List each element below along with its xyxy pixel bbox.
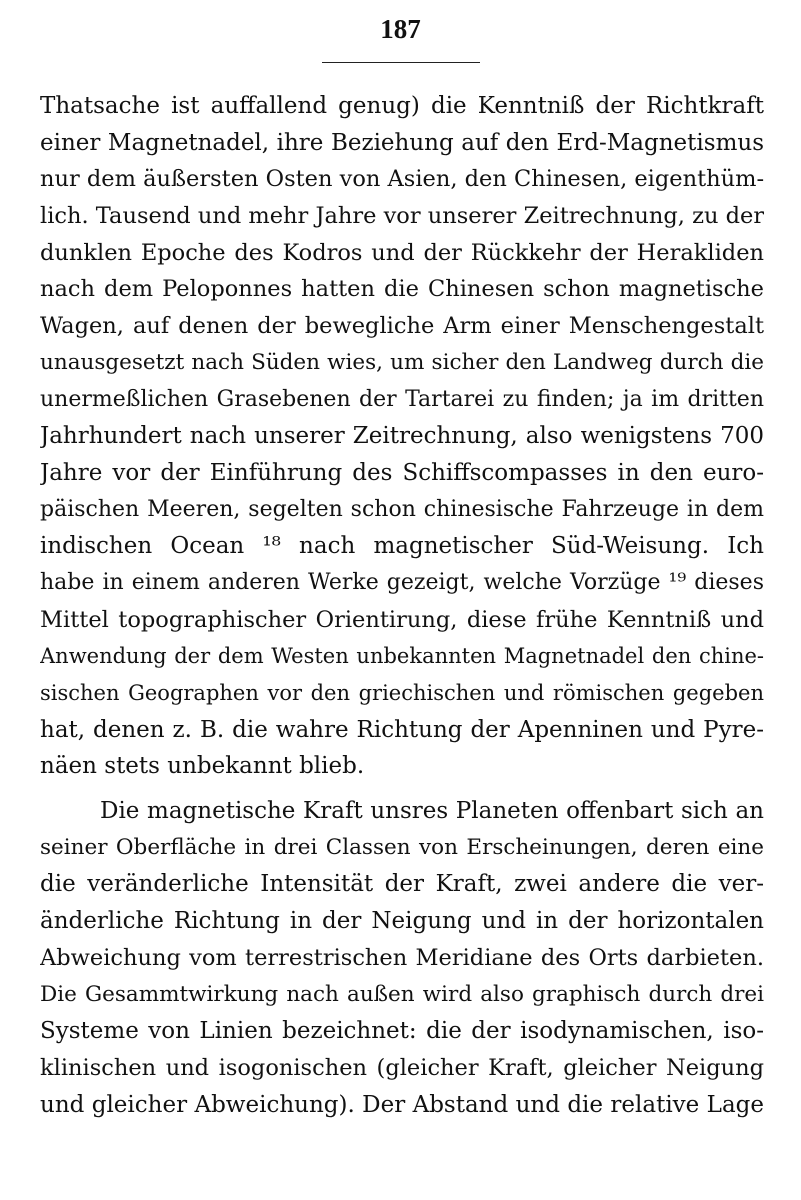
paragraph-2 xyxy=(40,793,764,1123)
paragraph-1 xyxy=(40,88,764,785)
text-line: Die magnetische Kraft unsres Planeten offenbart sich an xyxy=(100,798,764,825)
text-line: habe in einem anderen Werke gezeigt, welche Vorzüge ¹⁹ dieses xyxy=(40,569,764,595)
text-line: Abweichung vom terrestrischen Meridiane des Orts darbieten. xyxy=(40,944,764,971)
text-line: Die Gesammtwirkung nach außen wird also graphisch durch drei xyxy=(40,981,764,1007)
text-line: indischen Ocean ¹⁸ nach magnetischer Süd-Weisung. Ich xyxy=(40,533,764,560)
text-line: Anwendung der dem Westen unbekannten Magnetnadel den chine- xyxy=(40,644,764,669)
text-line: die veränderliche Intensität der Kraft, zwei andere die ver- xyxy=(40,871,764,898)
text-line: lich. Tausend und mehr Jahre vor unserer Zeitrechnung, zu der xyxy=(40,203,764,230)
text-line: einer Magnetnadel, ihre Beziehung auf den Erd-Magnetismus xyxy=(40,129,764,156)
text-line: unausgesetzt nach Süden wies, um sicher den Landweg durch die xyxy=(40,349,764,375)
text-line: nach dem Peloponnes hatten die Chinesen schon magnetische xyxy=(40,276,764,303)
header-rule xyxy=(322,62,480,63)
text-line: Systeme von Linien bezeichnet: die der isodynamischen, iso- xyxy=(40,1018,764,1045)
text-line: Thatsache ist auffallend genug) die Kenntniß der Richtkraft xyxy=(40,93,764,119)
paragraph-gap xyxy=(40,785,764,793)
text-line: sischen Geographen vor den griechischen und römischen gegeben xyxy=(40,681,764,705)
text-line: Jahre vor der Einführung des Schiffscompasses in den euro- xyxy=(40,459,764,486)
page-number: 187 xyxy=(380,14,421,44)
text-line: dunklen Epoche des Kodros und der Rückkehr der Herakliden xyxy=(40,239,764,266)
text-line: änderliche Richtung in der Neigung und in der horizontalen xyxy=(40,908,764,935)
text-line: seiner Oberfläche in drei Classen von Erscheinungen, deren eine xyxy=(40,834,764,860)
text-line: näen stets unbekannt blieb. xyxy=(40,753,365,780)
text-line: Wagen, auf denen der bewegliche Arm einer Menschengestalt xyxy=(40,313,764,340)
text-line: nur dem äußersten Osten von Asien, den Chinesen, eigenthüm- xyxy=(40,166,764,193)
text-line: und gleicher Abweichung). Der Abstand und die relative Lage xyxy=(40,1091,764,1118)
text-line: Mittel topographischer Orientirung, diese frühe Kenntniß und xyxy=(40,606,764,633)
text-line: päischen Meeren, segelten schon chinesische Fahrzeuge in dem xyxy=(40,496,764,522)
text-line: Jahrhundert nach unserer Zeitrechnung, also wenigstens 700 xyxy=(40,423,764,450)
text-line: unermeßlichen Grasebenen der Tartarei zu finden; ja im dritten xyxy=(40,386,764,412)
text-line: klinischen und isogonischen (gleicher Kraft, gleicher Neigung xyxy=(40,1054,764,1081)
text-line: hat, denen z. B. die wahre Richtung der Apenninen und Pyre- xyxy=(40,716,764,743)
body-text xyxy=(40,88,764,1123)
